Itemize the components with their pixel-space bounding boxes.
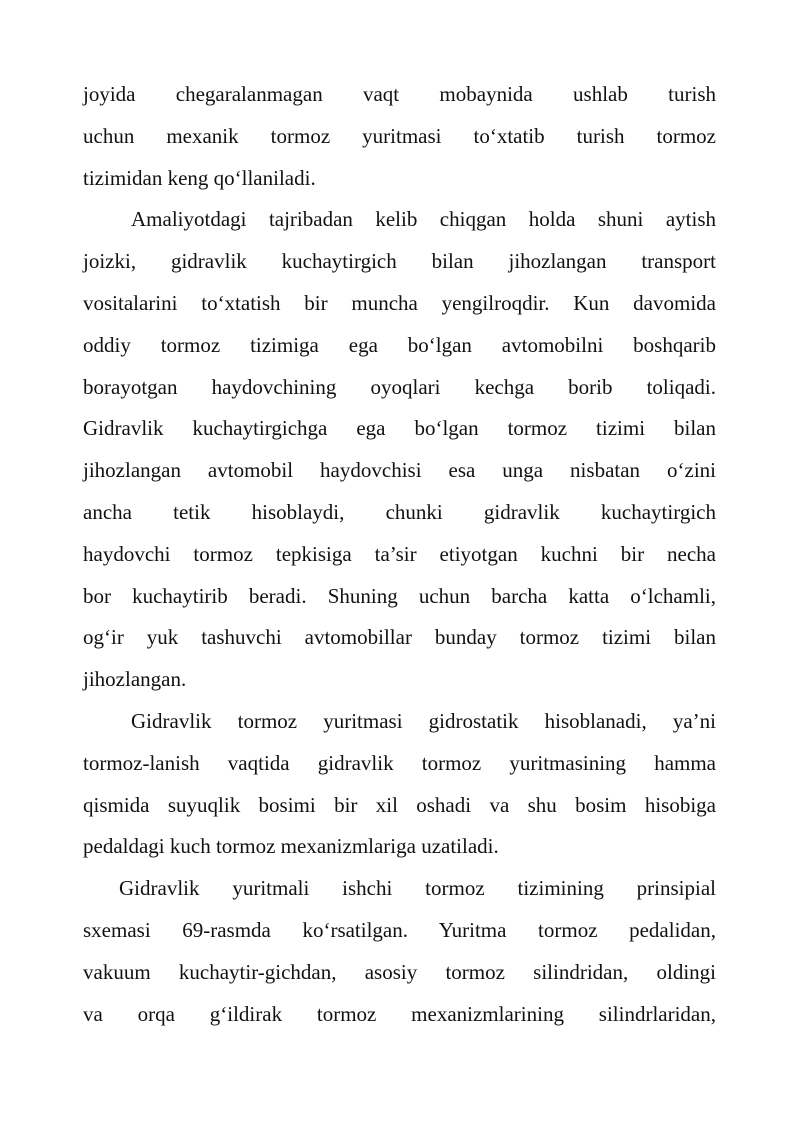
text-line: og‘ir yuk tashuvchi avtomobillar bunday tormoz tizimi bilan [83,625,716,650]
text-line: va orqa g‘ildirak tormoz mexanizmlarining silindrlaridan, [83,1001,716,1026]
text-line: tormoz-lanish vaqtida gidravlik tormoz yuritmasining hamma [83,750,716,775]
paragraph-first-line: Gidravlik yuritmali ishchi tormoz tizimining prinsipial [119,876,716,901]
text-line: Gidravlik kuchaytirgichga ega bo‘lgan tormoz tizimi bilan [83,416,716,441]
paragraph-first-line: Gidravlik tormoz yuritmasi gidrostatik hisoblanadi, ya’ni [131,708,716,733]
text-line: tizimidan keng qo‘llaniladi. [83,165,316,190]
text-line: jihozlangan avtomobil haydovchisi esa unga nisbatan o‘zini [83,458,716,483]
text-line: haydovchi tormoz tepkisiga ta’sir etiyotgan kuchni bir necha [83,541,716,566]
text-line: pedaldagi kuch tormoz mexanizmlariga uzatiladi. [83,834,499,859]
text-line: bor kuchaytirib beradi. Shuning uchun barcha katta o‘lchamli, [83,583,716,608]
text-line: uchun mexanik tormoz yuritmasi to‘xtatib turish tormoz [83,123,716,148]
text-line: vakuum kuchaytir-gichdan, asosiy tormoz silindridan, oldingi [83,959,716,984]
text-line: vositalarini to‘xtatish bir muncha yengilroqdir. Kun davomida [83,290,716,315]
body-text [83,74,716,1035]
text-line: sxemasi 69-rasmda ko‘rsatilgan. Yuritma tormoz pedalidan, [83,917,716,942]
text-line: oddiy tormoz tizimiga ega bo‘lgan avtomobilni boshqarib [83,332,716,357]
text-line: borayotgan haydovchining oyoqlari kechga borib toliqadi. [83,374,716,399]
text-line: joyida chegaralanmagan vaqt mobaynida ushlab turish [83,82,716,106]
text-line: ancha tetik hisoblaydi, chunki gidravlik kuchaytirgich [83,499,716,524]
paragraph-first-line: Amaliyotdagi tajribadan kelib chiqgan holda shuni aytish [131,207,716,232]
text-line: qismida suyuqlik bosimi bir xil oshadi va shu bosim hisobiga [83,792,716,817]
text-line: joizki, gidravlik kuchaytirgich bilan jihozlangan transport [83,249,716,274]
text-line: jihozlangan. [83,667,187,692]
